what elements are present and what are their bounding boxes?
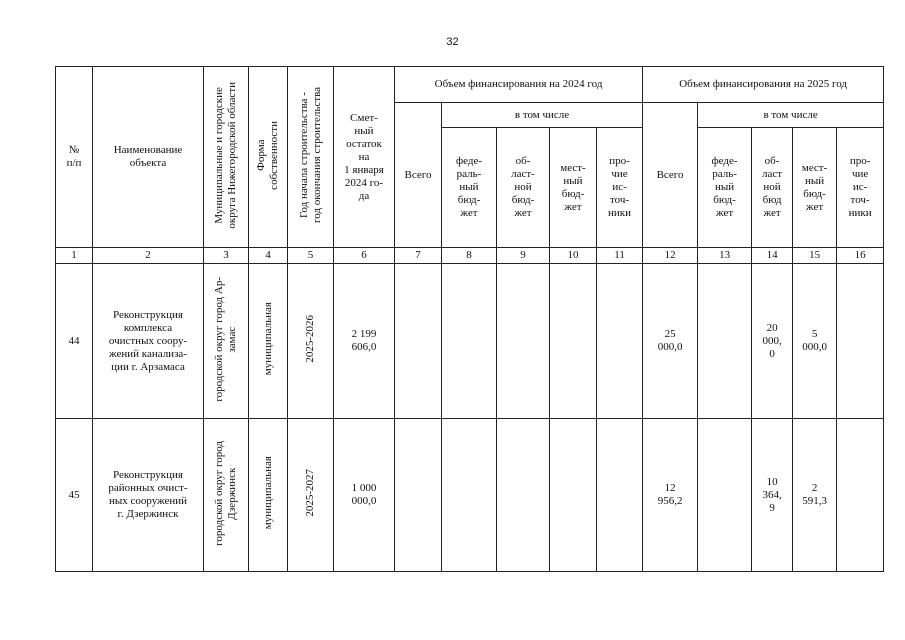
row-total-2025: 25 000,0: [643, 264, 698, 419]
col-num: 4: [249, 248, 288, 264]
col-num: 1: [56, 248, 93, 264]
row-remainder: 2 199 606,0: [334, 264, 395, 419]
col-num: 9: [497, 248, 550, 264]
header-federal-2025: федe- раль- ный бюд- жет: [698, 128, 752, 248]
col-num: 15: [793, 248, 837, 264]
row-local-2024: [550, 419, 597, 572]
row-total-2024: [395, 419, 442, 572]
row-municipality: городской округ город Ар- замас: [213, 276, 238, 402]
row-local-2025: 2 591,3: [793, 419, 837, 572]
row-object-name: Реконструкция комплекса очистных соору- жений канализа- ции г. Арзамаса: [93, 264, 204, 419]
row-federal-2025: [698, 419, 752, 572]
table-row: [56, 419, 884, 572]
row-regional-2025: 10 364, 9: [752, 419, 793, 572]
header-total-2025: Всего: [643, 103, 698, 248]
col-num: 11: [597, 248, 643, 264]
header-federal-2024: федe- раль- ный бюд- жет: [442, 128, 497, 248]
header-years-cell: [288, 67, 334, 248]
header-remainder: Смет- ный остаток на 1 января 2024 го- да: [334, 67, 395, 248]
header-fin-2024: Объем финансирования на 2024 год: [395, 67, 643, 103]
row-municipality-cell: [204, 419, 249, 572]
row-other-2024: [597, 419, 643, 572]
header-years: Год начала строительства - год окончания строительства: [297, 87, 323, 223]
column-number-row: [56, 248, 884, 264]
col-num: 12: [643, 248, 698, 264]
table-row: [56, 264, 884, 419]
row-num: 45: [56, 419, 93, 572]
header-ownership-cell: [249, 67, 288, 248]
header-local-2024: мест- ный бюд- жет: [550, 128, 597, 248]
row-ownership-cell: [249, 264, 288, 419]
row-ownership: муниципальная: [261, 456, 274, 530]
financing-table: [55, 66, 884, 572]
col-num: 13: [698, 248, 752, 264]
row-other-2025: [837, 419, 884, 572]
col-num: 10: [550, 248, 597, 264]
row-other-2025: [837, 264, 884, 419]
header-municipality: Муниципальные и городские округа Нижегородской области: [213, 81, 238, 229]
row-local-2025: 5 000,0: [793, 264, 837, 419]
row-ownership-cell: [249, 419, 288, 572]
col-num: 2: [93, 248, 204, 264]
row-years: 2025-2027: [304, 469, 316, 517]
row-local-2024: [550, 264, 597, 419]
row-ownership: муниципальная: [261, 302, 274, 376]
col-num: 6: [334, 248, 395, 264]
header-other-2024: про- чие ис- точ- ники: [597, 128, 643, 248]
row-years-cell: [288, 264, 334, 419]
header-regional-2025: об- ласт ной бюд жет: [752, 128, 793, 248]
row-other-2024: [597, 264, 643, 419]
col-num: 16: [837, 248, 884, 264]
row-total-2025: 12 956,2: [643, 419, 698, 572]
row-federal-2024: [442, 419, 497, 572]
col-num: 8: [442, 248, 497, 264]
header-municipality-cell: [204, 67, 249, 248]
row-object-name: Реконструкция районных очист- ных сооружений г. Дзержинск: [93, 419, 204, 572]
row-regional-2025: 20 000, 0: [752, 264, 793, 419]
header-including-2025: в том числе: [698, 103, 884, 128]
header-name: Наименование объекта: [93, 67, 204, 248]
header-including-2024: в том числе: [442, 103, 643, 128]
row-regional-2024: [497, 264, 550, 419]
row-regional-2024: [497, 419, 550, 572]
row-total-2024: [395, 264, 442, 419]
header-fin-2025: Объем финансирования на 2025 год: [643, 67, 884, 103]
header-other-2025: про- чие ис- точ- ники: [837, 128, 884, 248]
header-row-1: [56, 67, 884, 103]
row-years: 2025-2026: [304, 315, 316, 363]
row-municipality: городской округ город Дзержинск: [213, 440, 238, 546]
col-num: 14: [752, 248, 793, 264]
header-regional-2024: об- ласт- ной бюд- жет: [497, 128, 550, 248]
row-municipality-cell: [204, 264, 249, 419]
row-years-cell: [288, 419, 334, 572]
header-num: № п/п: [56, 67, 93, 248]
col-num: 7: [395, 248, 442, 264]
row-remainder: 1 000 000,0: [334, 419, 395, 572]
col-num: 5: [288, 248, 334, 264]
page-number: 32: [446, 36, 459, 48]
row-federal-2024: [442, 264, 497, 419]
header-total-2024: Всего: [395, 103, 442, 248]
row-num: 44: [56, 264, 93, 419]
header-local-2025: мест- ный бюд- жет: [793, 128, 837, 248]
header-ownership: Форма собственности: [255, 120, 280, 190]
col-num: 3: [204, 248, 249, 264]
row-federal-2025: [698, 264, 752, 419]
